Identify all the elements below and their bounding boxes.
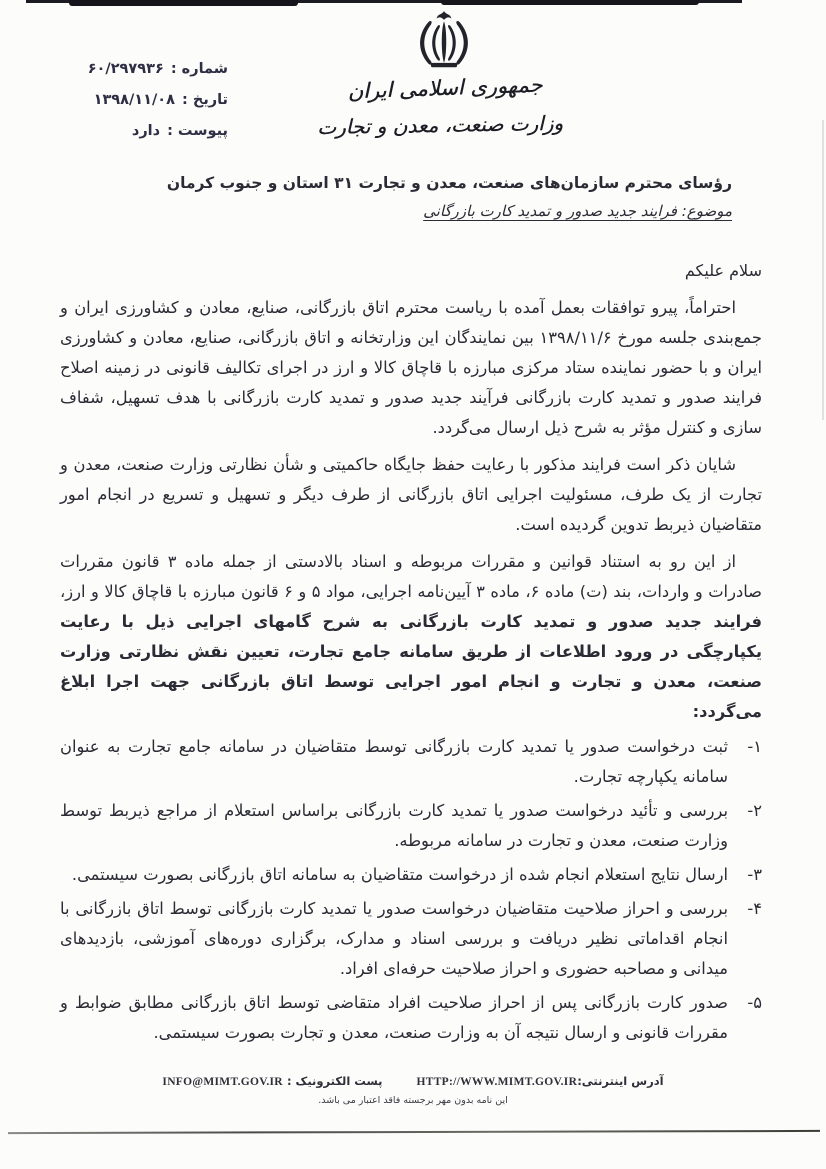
web-address-label: آدرس اینترنتی: [577,1074,664,1088]
meta-number-row [50,54,228,85]
web-address-value: HTTP://WWW.MIMT.GOV.IR [416,1076,578,1088]
list-item [60,894,762,984]
paragraph-3-normal: از این رو به استناد قوانین و مقررات مربوطه و اسناد بالادستی از جمله ماده ۳ قانون مقررات صادرات و واردات، بند (ت) ماده ۶، ماده ۳ آیین‌نامه اجرایی، مواد ۵ و ۶ قانون مبارزه با قاچاق کالا و ارز، [60,552,762,601]
step-number: ۲- [747,801,762,820]
meta-attachment-row [50,116,228,147]
letter-content [60,170,762,1048]
list-item [60,796,762,856]
letter-footer [0,1074,826,1106]
attachment-label: پیوست : [167,123,228,139]
iran-national-emblem-icon [402,7,486,75]
step-text: ارسال نتایج استعلام انجام شده از درخواست متقاضیان به سامانه اتاق بازرگانی بصورت سیستمی. [71,865,728,884]
letterhead-country-title: جمهوری اسلامی ایران [347,72,543,104]
step-number: ۱- [747,737,762,756]
step-number: ۴- [747,899,762,918]
date-value: ۱۳۹۸/۱۱/۰۸ [93,92,176,108]
recipient-line: رؤسای محترم سازمان‌های صنعت، معدن و تجارت ۳۱ استان و جنوب کرمان [166,174,732,192]
paragraph-1: احتراماً، پیرو توافقات بعمل آمده با ریاست محترم اتاق بازرگانی، صنایع، معادن و کشاورزی ایران و جمع‌بندی جلسه مورخ ۱۳۹۸/۱۱/۶ بین نمایندگان این وزارتخانه و اتاق بازرگانی، صنایع، معادن و کشاورزی ایران و با حضور نماینده ستاد مرکزی مبارزه با قاچاق کالا و ارز در اجرای تکالیف قانونی در زمینه اصلاح فرایند صدور و تمدید کارت بازرگانی فرآیند جدید صدور و تمدید کارت بازرگانی با هدف تسهیل، شفاف سازی و کنترل مؤثر به شرح ذیل ارسال می‌گردد. [60,298,762,437]
subject-text: موضوع: فرایند جدید صدور و تمدید کارت بازرگانی [423,202,732,220]
letter-meta-block [50,54,228,147]
meta-date-row [50,85,228,116]
step-number: ۵- [747,993,762,1012]
number-label: شماره : [170,61,228,77]
paragraph-2: شایان ذکر است فرایند مذکور با رعایت حفظ جایگاه حاکمیتی و شأن نظارتی وزارت صنعت، معدن و تجارت از یک طرف، مسئولیت اجرایی اتاق بازرگانی از طرف دیگر و تسهیل و تسریع در انجام امور متقاضیان ذیربط تدوین گردیده است. [60,455,762,534]
greeting-line: سلام علیکم [684,261,762,280]
scan-artifact-right-edge [822,120,824,420]
attachment-value: دارد [131,123,161,139]
subject-line [60,196,762,226]
process-steps-list [60,732,762,1048]
step-text: ثبت درخواست صدور یا تمدید کارت بازرگانی توسط متقاضیان در سامانه جامع تجارت به عنوان سامانه یکپارچه تجارت. [60,737,728,786]
list-item [60,988,762,1048]
scan-artifact-bottom [8,1130,820,1134]
paragraph-3-bold: فرایند جدید صدور و تمدید کارت بازرگانی به شرح گامهای اجرایی ذیل با رعایت یکپارچگی در ورود اطلاعات از طریق سامانه جامع تجارت، تعیین نقش نظارتی وزارت صنعت، معدن و تجارت و انجام امور اجرایی توسط اتاق بازرگانی جهت اجرا ابلاغ می‌گردد: [60,612,762,721]
date-label: تاریخ : [182,92,228,108]
number-value: ۶۰/۲۹۷۹۳۶ [87,61,164,77]
step-text: صدور کارت بازرگانی پس از احراز صلاحیت افراد متقاضی توسط اتاق بازرگانی مطابق ضوابط و مقررات قانونی و ارسال نتیجه آن به وزارت صنعت، معدن و تجارت بصورت سیستمی. [60,993,728,1042]
list-item [60,732,762,792]
step-number: ۳- [747,865,762,884]
scan-artifact-top [26,0,742,3]
email-label: پست الکترونیک : [286,1074,383,1088]
footer-validity-note: این نامه بدون مهر برجسته فاقد اعتبار می باشد. [318,1095,508,1106]
letterhead-ministry-title: وزارت صنعت، معدن و تجارت [316,110,564,140]
step-text: بررسی و احراز صلاحیت متقاضیان درخواست صدور یا تمدید کارت بازرگانی توسط اتاق بازرگانی با انجام اقداماتی نظیر دریافت و بررسی اسناد و مدارک، برگزاری دوره‌های آموزشی، بازدیدهای میدانی و مصاحبه حضوری و احراز صلاحیت حرفه‌ای افراد. [60,899,728,978]
paragraph-3 [60,547,762,727]
email-value: INFO@MIMT.GOV.IR [162,1076,283,1088]
footer-contact-line [0,1074,826,1088]
step-text: بررسی و تأئید درخواست صدور یا تمدید کارت بازرگانی براساس استعلام از مراجع ذیربط توسط وزارت صنعت، معدن و تجارت در سامانه مربوطه. [60,801,728,850]
list-item [60,860,762,890]
